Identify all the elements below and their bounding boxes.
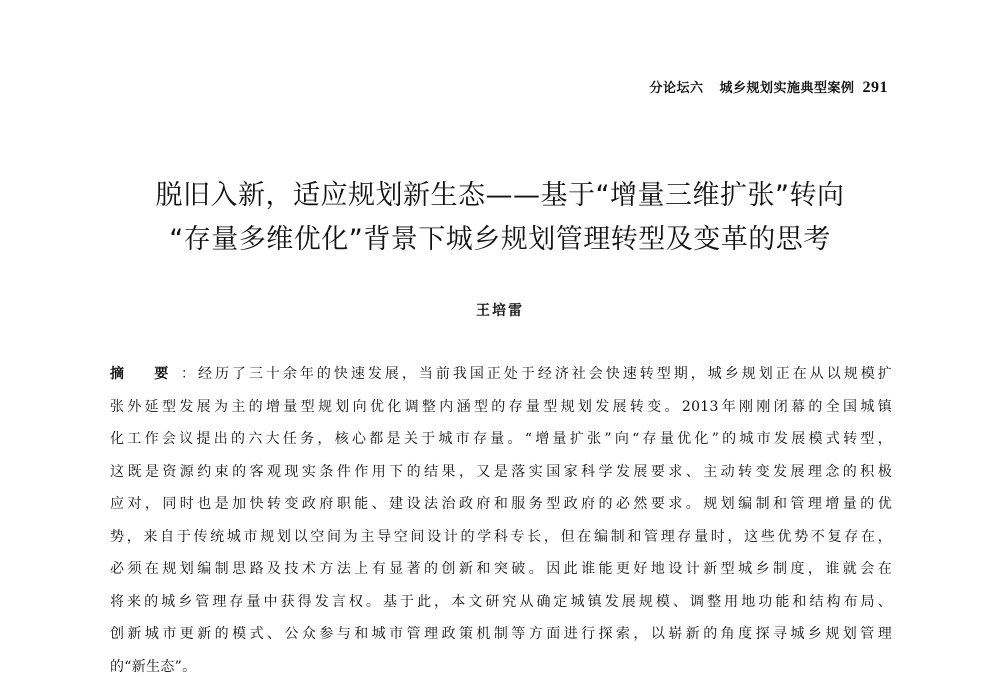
abstract [110,358,892,683]
abstract-text: ：经历了三十余年的快速发展，当前我国正处于经济社会快速转型期，城乡规划正在从以规模扩 [181,366,892,382]
abstract-line: 的“新生态”。 [110,651,892,683]
abstract-line: 张外延型发展为主的增量型规划向优化调整内涵型的存量型规划发展转变。2013年刚刚闭幕的全国城镇 [110,391,892,424]
article-title [60,174,940,262]
abstract-line: 将来的城乡管理存量中获得发言权。基于此，本文研究从确定城镇发展规模、调整用地功能和结构布局、 [110,586,892,619]
abstract-line: 化工作会议提出的六大任务，核心都是关于城市存量。“增量扩张”向“存量优化”的城市发展模式转型， [110,423,892,456]
title-line-2: “存量多维优化”背景下城乡规划管理转型及变革的思考 [60,218,940,262]
abstract-label: 摘 要 [110,366,181,382]
page-number: 291 [863,79,889,96]
abstract-line: 势，来自于传统城市规划以空间为主导空间设计的学科专长，但在编制和管理存量时，这些优势不复存在， [110,521,892,554]
title-line-1: 脱旧入新，适应规划新生态——基于“增量三维扩张”转向 [60,174,940,218]
abstract-line [110,358,892,391]
abstract-line: 这既是资源约束的客观现实条件作用下的结果，又是落实国家科学发展要求、主动转变发展理念的积极 [110,456,892,489]
header-topic: 城乡规划实施典型案例 [719,81,854,96]
abstract-line: 应对，同时也是加快转变政府职能、建设法治政府和服务型政府的必然要求。规划编制和管理增量的优 [110,488,892,521]
header-section: 分论坛六 [649,81,703,96]
abstract-line: 创新城市更新的模式、公众参与和城市管理政策机制等方面进行探索，以崭新的角度探寻城乡规划管理 [110,618,892,651]
abstract-line: 必须在规划编制思路及技术方法上有显著的创新和突破。因此谁能更好地设计新型城乡制度，谁就会在 [110,553,892,586]
running-header [649,77,888,97]
author-name: 王培雷 [0,300,1000,320]
